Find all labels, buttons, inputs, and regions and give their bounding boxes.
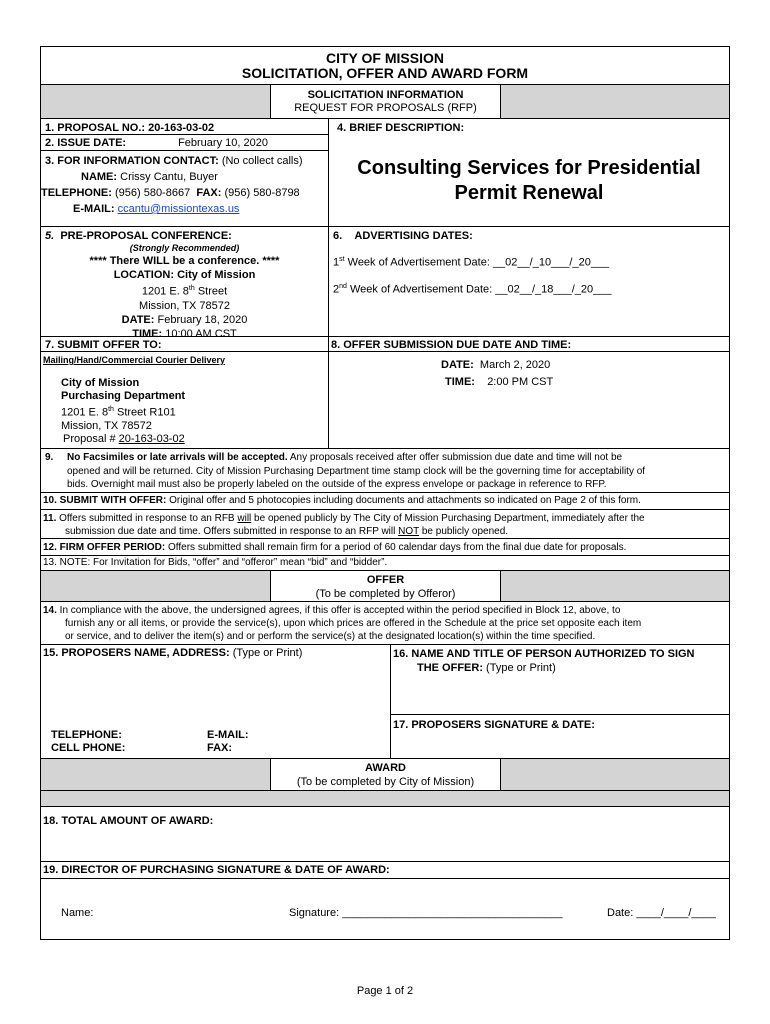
conference-city: Mission, TX 78572 — [139, 299, 230, 312]
block-14 — [41, 602, 729, 645]
block-3-note: (No collect calls) — [221, 155, 303, 167]
block-2 — [41, 135, 328, 151]
block-15-label: 15. PROPOSERS NAME, ADDRESS: — [43, 647, 230, 659]
block-13-text: 13. NOTE: For Invitation for Bids, “offer” and “offeror” mean “bid” and “bidder”. — [43, 557, 388, 568]
block-5-title: PRE-PROPOSAL CONFERENCE: — [60, 230, 232, 242]
blocks-7-8 — [41, 337, 729, 449]
block-10-label: 10. SUBMIT WITH OFFER: — [43, 495, 167, 506]
submit-org1: City of Mission — [61, 377, 140, 389]
block-1 — [41, 119, 328, 135]
solicitation-info-subtitle: REQUEST FOR PROPOSALS (RFP) — [294, 102, 477, 114]
submit-address: 1201 E. 8th Street R101 — [61, 406, 176, 419]
contact-name-label: NAME: — [81, 171, 118, 183]
block-11-will: will — [237, 513, 252, 524]
block-15-note: (Type or Print) — [229, 647, 303, 659]
solicitation-form — [40, 46, 730, 940]
award-title: AWARD — [365, 762, 406, 774]
block-10 — [41, 493, 729, 510]
block-18-label: 18. TOTAL AMOUNT OF AWARD: — [43, 815, 214, 827]
block-11: 11. Offers submitted in response to an RFB will be opened publicly by The City of Mission Purchasing Department, immediately after the submission due date and time. Offers submitted in response to an RFP will NOT be publicly opened. — [41, 510, 729, 539]
conference-date-label: DATE: — [121, 313, 155, 326]
block-16-label1: 16. NAME AND TITLE OF PERSON AUTHORIZED TO SIGN — [393, 648, 695, 660]
due-date: March 2, 2020 — [479, 359, 551, 371]
proposal-number: 20-163-03-02 — [148, 122, 215, 134]
blocks-16-17 — [391, 645, 729, 758]
page-number: Page 1 of 2 — [356, 985, 414, 997]
block-9-bold: No Facsimiles or late arrivals will be accepted. — [67, 452, 288, 463]
block-3 — [41, 151, 328, 217]
conference-recommended: (Strongly Recommended) — [129, 243, 240, 253]
block-14-line2: furnish any or all items, or provide the service(s), upon which prices are offered in the Schedule at the price set opposite each item — [65, 618, 642, 629]
contact-fax: (956) 580-8798 — [224, 187, 300, 199]
block-11-not: NOT — [398, 526, 420, 537]
telephone-label: TELEPHONE: — [41, 187, 112, 199]
block-7-label: 7. SUBMIT OFFER TO: — [41, 337, 328, 352]
conference-date: February 18, 2020 — [157, 313, 248, 326]
location-value: City of Mission — [177, 269, 256, 281]
blocks-15-17 — [41, 645, 729, 759]
form-header — [41, 47, 729, 85]
block-19 — [41, 862, 729, 939]
contact-name: Crissy Cantu, Buyer — [120, 171, 218, 183]
conference-time-label: TIME: — [132, 327, 163, 340]
proposer-email-label: E-MAIL: — [207, 729, 249, 741]
fax-label: FAX: — [196, 187, 222, 199]
blocks-5-6 — [41, 227, 729, 340]
director-name-label: Name: — [61, 907, 94, 919]
description-line1: Consulting Services for Presidential — [357, 157, 701, 179]
block-13 — [41, 556, 729, 571]
contact-telephone: (956) 580-8667 — [114, 187, 191, 199]
block-16 — [391, 645, 729, 715]
submit-org2: Purchasing Department — [61, 390, 186, 402]
block-5-num: 5. — [45, 230, 55, 242]
proposal-ref-number: 20-163-03-02 — [118, 432, 185, 445]
block-1-label: 1. PROPOSAL NO.: — [45, 122, 146, 134]
block-11-num: 11. — [43, 513, 57, 524]
due-time: 2:00 PM CST — [487, 376, 554, 388]
block-14-num: 14. — [43, 605, 57, 616]
solicitation-info-bar — [41, 85, 729, 119]
proposer-cell-label: CELL PHONE: — [51, 742, 126, 754]
solicitation-info-title: SOLICITATION INFORMATION — [307, 89, 464, 101]
location-label: LOCATION: — [113, 269, 174, 281]
block-9-num: 9. — [45, 452, 54, 463]
block-16-label2: THE OFFER: — [417, 662, 483, 674]
block-9 — [41, 449, 729, 493]
delivery-method: Mailing/Hand/Commercial Courier Delivery — [43, 355, 226, 365]
block-6-title: ADVERTISING DATES: — [354, 230, 473, 242]
advertising-week1: 1st Week of Advertisement Date: __02__/_10___/_20___ — [333, 256, 610, 269]
issue-date: February 10, 2020 — [178, 137, 268, 149]
award-spacer — [41, 791, 729, 807]
block-6 — [329, 227, 729, 336]
email-label: E-MAIL: — [73, 203, 115, 215]
contact-email-link[interactable]: ccantu@missiontexas.us — [117, 203, 240, 215]
block-8-label: 8. OFFER SUBMISSION DUE DATE AND TIME: — [329, 337, 729, 352]
offer-section-bar — [41, 571, 729, 602]
award-subtitle: (To be completed by City of Mission) — [296, 776, 475, 788]
block-5 — [41, 227, 329, 340]
description-line2: Permit Renewal — [454, 182, 604, 204]
block-18 — [41, 807, 729, 862]
block-6-num: 6. — [333, 230, 343, 242]
offer-subtitle: (To be completed by Offeror) — [315, 588, 456, 600]
conference-notice: **** There WILL be a conference. **** — [89, 255, 280, 267]
due-time-label: TIME: — [445, 376, 475, 388]
block-2-label: 2. ISSUE DATE: — [45, 137, 127, 149]
block-4-label: 4. BRIEF DESCRIPTION: — [337, 122, 465, 134]
header-line1: CITY OF MISSION — [326, 50, 444, 66]
block-7 — [41, 337, 329, 448]
brief-description — [329, 156, 729, 206]
block-8 — [329, 337, 729, 448]
conference-time: 10:00 AM CST — [165, 327, 237, 340]
block-16-note: (Type or Print) — [483, 662, 556, 674]
block-9-line3: bids. Overnight mail must also be properly labeled on the outside of the express envelope or package in reference to RFP. — [67, 479, 607, 490]
block-14-line1: In compliance with the above, the undersigned agrees, if this offer is accepted within the period specified in Block 12, above, to — [56, 605, 621, 616]
blocks-1-4 — [41, 119, 729, 227]
submit-city: Mission, TX 78572 — [61, 419, 152, 432]
director-date-line: Date: ____/____/____ — [607, 907, 716, 919]
block-3-label: 3. FOR INFORMATION CONTACT: — [45, 155, 219, 167]
header-line2: SOLICITATION, OFFER AND AWARD FORM — [241, 65, 529, 81]
block-12-label: 12. FIRM OFFER PERIOD: — [43, 542, 166, 553]
block-9-line2: opened and will be returned. City of Mission Purchasing Department time stamp clock will be the governing time for acceptability of — [67, 465, 646, 477]
block-9-line1: Any proposals received after offer submission due date and time will not be — [287, 452, 623, 463]
block-10-text: Original offer and 5 photocopies including documents and attachments so indicated on Page 2 of this form. — [166, 495, 641, 506]
block-4 — [329, 119, 729, 226]
advertising-week2: 2nd Week of Advertisement Date: __02__/_18___/_20___ — [333, 282, 612, 296]
block-19-label: 19. DIRECTOR OF PURCHASING SIGNATURE & DATE OF AWARD: — [41, 862, 729, 879]
proposer-telephone-label: TELEPHONE: — [51, 729, 122, 741]
proposer-fax-label: FAX: — [207, 742, 233, 754]
offer-title: OFFER — [366, 574, 405, 586]
block-15 — [41, 645, 391, 758]
block-17-label: 17. PROPOSERS SIGNATURE & DATE: — [393, 719, 595, 731]
director-signature-line: Signature: ____________________________________ — [289, 907, 563, 919]
award-section-bar — [41, 759, 729, 791]
block-14-line3: or service, and to deliver the item(s) and or perform the service(s) at the designated location(s) within the time specified. — [65, 631, 596, 642]
proposal-ref-label: Proposal # — [63, 432, 119, 445]
block-12 — [41, 539, 729, 556]
block-12-text: Offers submitted shall remain firm for a period of 60 calendar days from the final due date for proposals. — [165, 542, 627, 553]
conference-address: 1201 E. 8th Street — [141, 285, 228, 298]
due-date-label: DATE: — [441, 359, 474, 371]
